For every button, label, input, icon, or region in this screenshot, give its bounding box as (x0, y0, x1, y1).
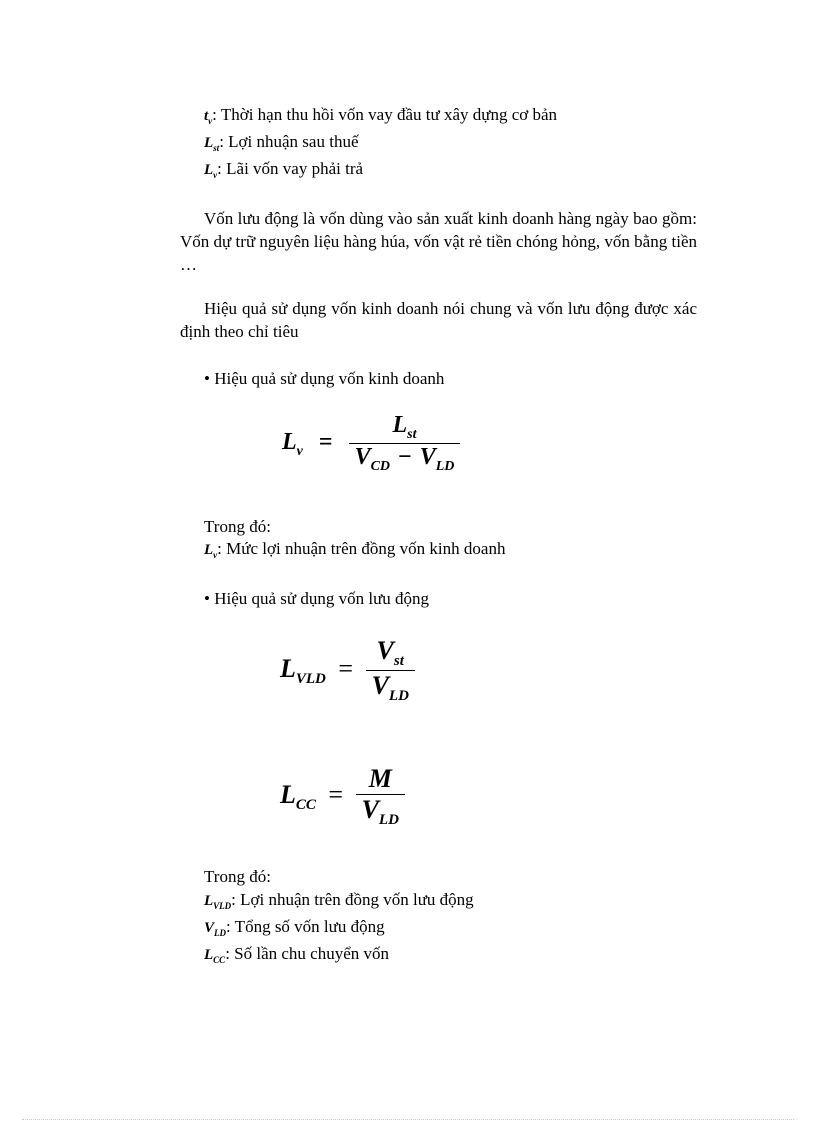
bullet-business-capital: • Hiệu quả sử dụng vốn kinh doanh (204, 369, 445, 388)
formula-lv: $L_v$ = $\frac{L_{st}}{V_{CD} - V_{LD}}$ (282, 412, 460, 475)
definition-tv: $t_v$: Thời hạn thu hồi vốn vay đầu tư xây dựng cơ bản (204, 105, 558, 126)
formula-lcc: $L_{CC}$ = $\frac{M}{V_{LD}}$ (280, 764, 405, 829)
formula-denominator: $V_{CD} - V_{LD}$ (354, 443, 455, 474)
paragraph-working-capital: Vốn lưu động là vốn dùng vào sản xuất kinh doanh hàng ngày bao gồm: Vốn dự trữ nguyên liệu hàng húa, vốn vật rẻ tiền chóng hỏng, vốn bằng tiền … (180, 209, 697, 274)
definition-lv: $L_v$: Lãi vốn vay phải trả (204, 159, 364, 180)
page-bottom-rule (22, 1119, 794, 1120)
formula-lvld: $L_{VLD}$ = $\frac{V_{st}}{V_{LD}}$ (280, 636, 415, 705)
bullet-working-capital: • Hiệu quả sử dụng vốn lưu động (204, 589, 430, 608)
where-label-1: Trong đó: (204, 517, 271, 536)
where-label-2: Trong đó: (204, 867, 271, 886)
formula-lhs: $L_v$ (282, 428, 303, 459)
definition-vld: $V_{LD}$: Tổng số vốn lưu động (204, 917, 385, 938)
formula-numerator: $L_{st}$ (392, 412, 417, 442)
formula-fraction (349, 412, 461, 475)
definition-lst: $L_{st}$: Lợi nhuận sau thuế (204, 132, 359, 153)
definition-lvld: $L_{VLD}$: Lợi nhuận trên đồng vốn lưu động (204, 890, 474, 911)
definition-lcc: $L_{CC}$: Số lần chu chuyển vốn (204, 944, 390, 965)
definition-lv-2: $L_v$: Mức lợi nhuận trên đồng vốn kinh doanh (204, 539, 506, 560)
paragraph-efficiency-intro: Hiệu quả sử dụng vốn kinh doanh nói chung và vốn lưu động được xác định theo chỉ tiêu (180, 299, 697, 341)
